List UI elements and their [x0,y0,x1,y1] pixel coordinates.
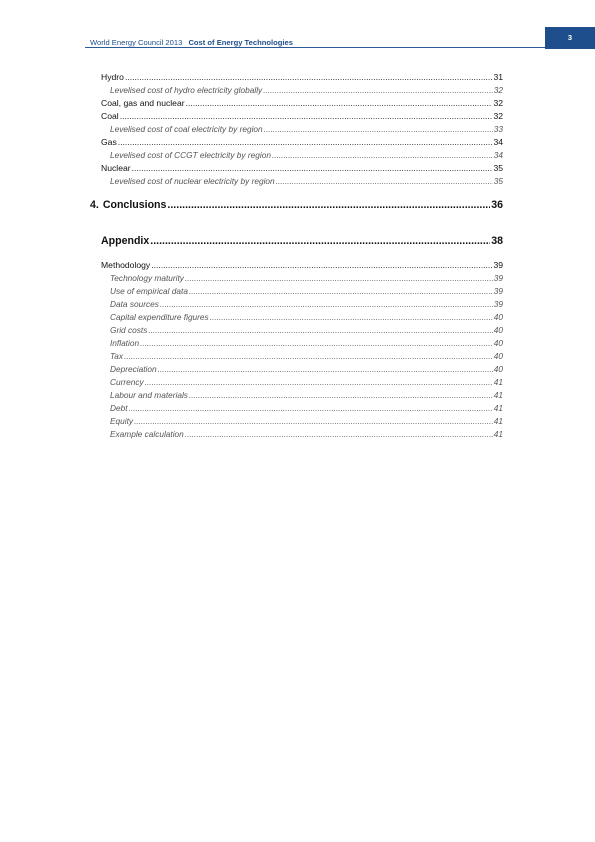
leader-dots [148,325,492,335]
toc-entry-label: Technology maturity [110,273,184,283]
leader-dots [276,176,493,186]
running-header [90,38,293,47]
leader-dots [124,351,493,361]
leader-dots [158,364,493,374]
toc-entry[interactable] [101,163,503,173]
leader-dots [150,235,490,247]
leader-dots [185,273,493,283]
toc-entry-label: Depreciation [110,364,157,374]
leader-dots [189,286,493,296]
toc-entry[interactable] [101,98,503,108]
toc-chapter-label: Conclusions [102,199,167,211]
toc-entry-page: 32 [493,98,503,108]
toc-entry-label: Grid costs [110,325,148,335]
leader-dots [210,312,493,322]
toc-entry-label: Inflation [110,338,140,348]
toc-subentry[interactable] [110,351,503,361]
toc-entry-page: 41 [493,390,503,400]
toc-chapter-conclusions[interactable] [90,199,503,211]
leader-dots [185,429,493,439]
toc-entry-page: 33 [493,124,503,134]
leader-dots [272,150,493,160]
toc-subentry[interactable] [110,416,503,426]
toc-appendix-page: 38 [491,235,503,247]
leader-dots [263,85,493,95]
toc-entry-label: Levelised cost of CCGT electricity by region [110,150,271,160]
toc-entry-page: 32 [493,85,503,95]
leader-dots [134,416,493,426]
leader-dots [186,98,493,108]
toc-entry-label: Nuclear [101,163,131,173]
toc-subentry[interactable] [110,273,503,283]
header-org: World Energy Council 2013 [90,38,183,47]
toc-entry[interactable] [101,111,503,121]
toc-entry-page: 31 [493,72,503,82]
leader-dots [140,338,493,348]
toc-entry-label: Capital expenditure figures [110,312,209,322]
toc-entry-page: 40 [493,351,503,361]
toc-entry-page: 40 [493,312,503,322]
leader-dots [132,163,493,173]
page-number: 3 [567,33,573,42]
toc-entry-page: 40 [493,338,503,348]
toc-entry-label: Equity [110,416,134,426]
toc-entry-label: Methodology [101,260,151,270]
toc-appendix-label: Appendix [101,235,150,247]
toc-subentry[interactable] [110,390,503,400]
toc-entry-page: 35 [493,176,503,186]
header-rule [85,47,595,48]
toc-entry-page: 39 [493,299,503,309]
page-number-badge [545,27,595,49]
toc-entry-page: 39 [493,260,503,270]
toc-subentry[interactable] [110,325,503,335]
toc-subentry[interactable] [110,364,503,374]
toc-entry-label: Coal [101,111,119,121]
leader-dots [189,390,493,400]
toc-entry-label: Currency [110,377,144,387]
toc-entry-page: 40 [493,325,503,335]
leader-dots [145,377,493,387]
header-doc-title: Cost of Energy Technologies [188,38,293,47]
leader-dots [160,299,493,309]
toc-entry-page: 39 [493,273,503,283]
toc-entry-label: Coal, gas and nuclear [101,98,185,108]
toc-entry-page: 41 [493,377,503,387]
toc-entry-page: 40 [493,364,503,374]
toc-subentry[interactable] [110,286,503,296]
toc-subentry[interactable] [110,299,503,309]
toc-subentry[interactable] [110,377,503,387]
toc-entry[interactable] [101,72,503,82]
toc-subentry[interactable] [110,429,503,439]
toc-subentry[interactable] [110,338,503,348]
toc-entry-label: Levelised cost of hydro electricity globally [110,85,263,95]
leader-dots [264,124,493,134]
toc-entry[interactable] [101,260,503,270]
toc-appendix[interactable] [101,235,503,247]
toc-entry-page: 34 [493,150,503,160]
toc-entry-page: 35 [493,163,503,173]
leader-dots [151,260,492,270]
toc-subentry[interactable] [110,150,503,160]
toc-entry-label: Gas [101,137,117,147]
leader-dots [125,72,493,82]
toc-entry-label: Data sources [110,299,159,309]
toc-entry-label: Tax [110,351,124,361]
toc-entry-label: Labour and materials [110,390,188,400]
toc-entry-label: Levelised cost of coal electricity by region [110,124,263,134]
leader-dots [118,137,493,147]
toc-entry-label: Debt [110,403,128,413]
toc-entry-page: 41 [493,416,503,426]
toc-entry-label: Example calculation [110,429,184,439]
chapter-number: 4. [90,199,99,211]
toc-entry-label: Levelised cost of nuclear electricity by region [110,176,275,186]
toc-subentry[interactable] [110,85,503,95]
toc-subentry[interactable] [110,312,503,322]
toc-entry-page: 41 [493,403,503,413]
toc-entry-page: 39 [493,286,503,296]
toc-entry[interactable] [101,137,503,147]
toc-entry-label: Hydro [101,72,124,82]
toc-entry-page: 41 [493,429,503,439]
leader-dots [120,111,493,121]
leader-dots [167,199,490,211]
leader-dots [129,403,493,413]
toc-entry-label: Use of empirical data [110,286,188,296]
toc-subentry[interactable] [110,176,503,186]
toc-entry-page: 34 [493,137,503,147]
toc-chapter-page: 36 [491,199,503,211]
toc-subentry[interactable] [110,403,503,413]
toc-subentry[interactable] [110,124,503,134]
toc-entry-page: 32 [493,111,503,121]
